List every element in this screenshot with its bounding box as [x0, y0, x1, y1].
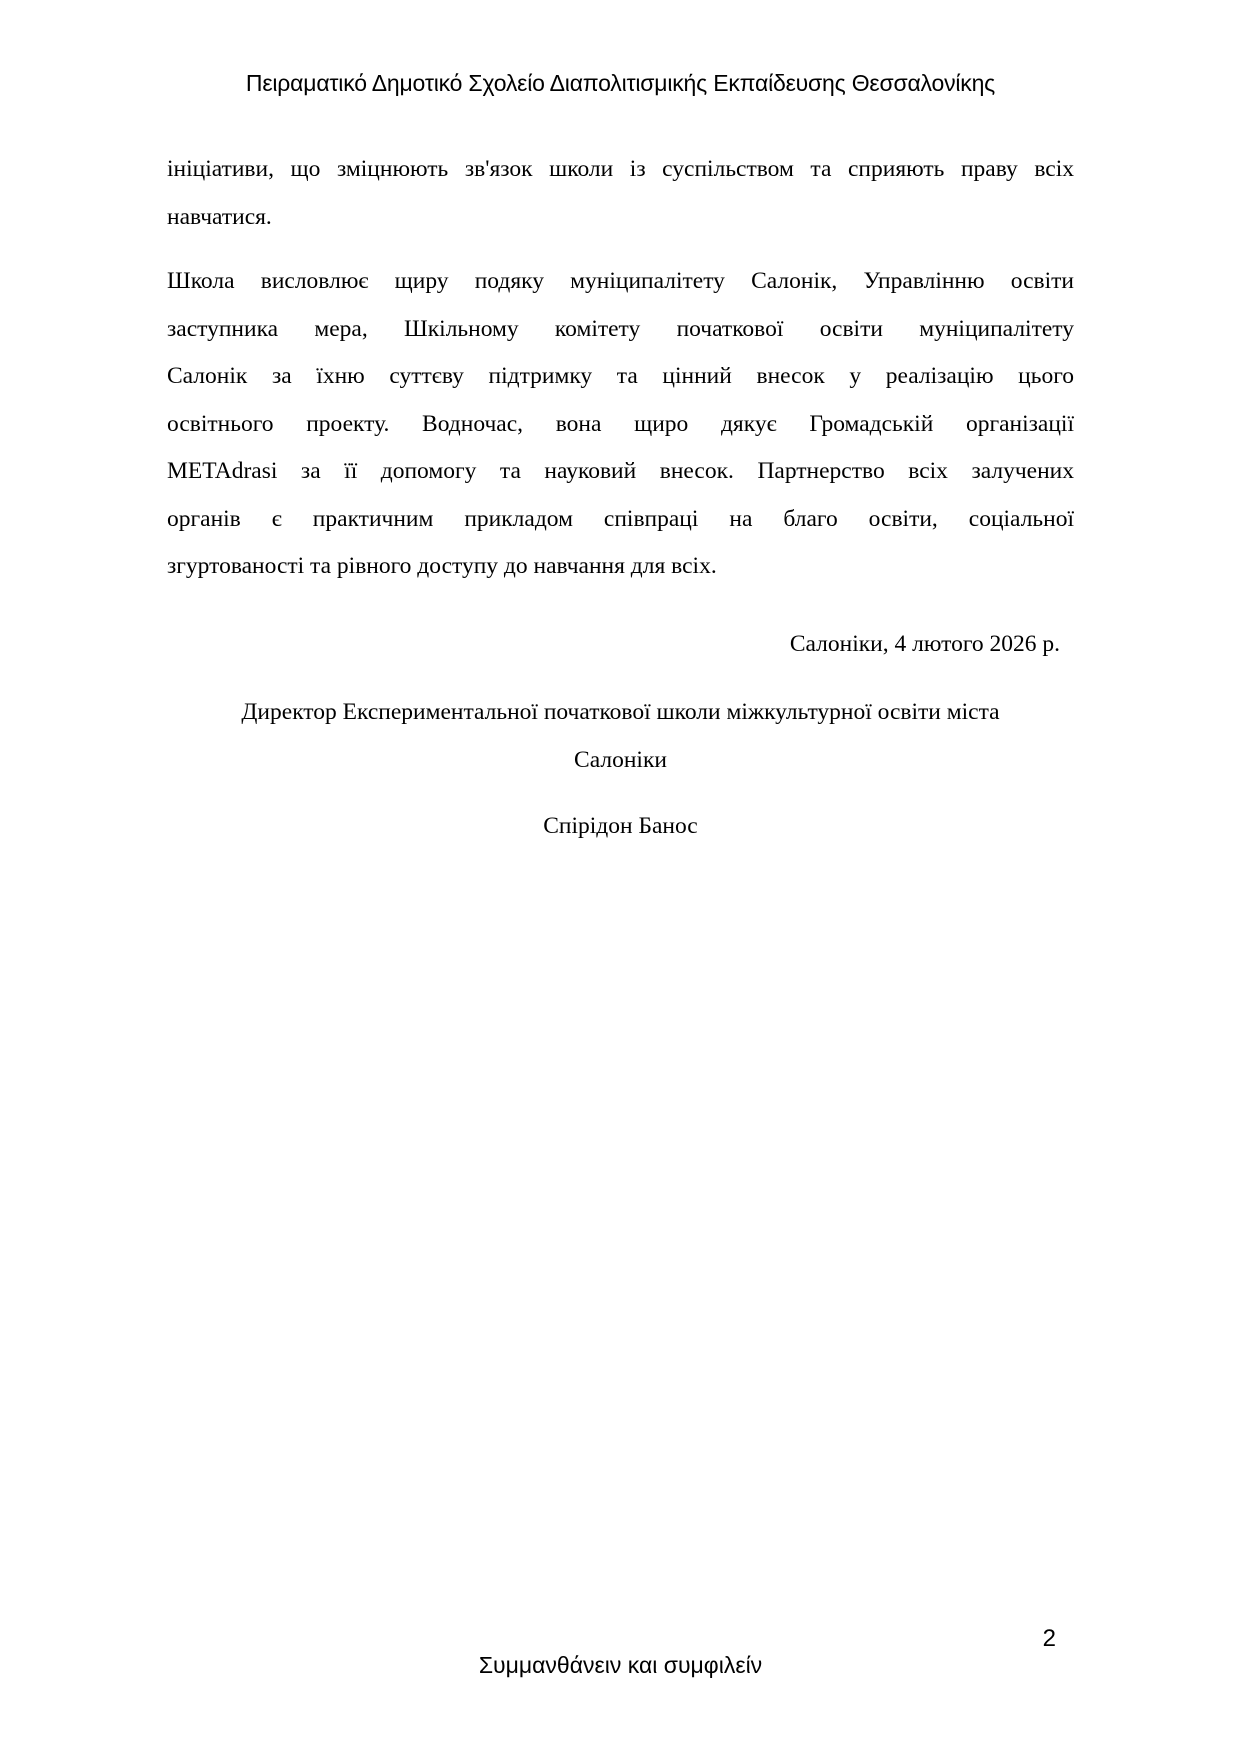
page-number: 2: [1042, 1625, 1056, 1652]
footer-motto: Συμμανθάνειν και συμφιλείν: [478, 1652, 763, 1678]
signature-title: [167, 689, 1074, 784]
body-paragraph-1: [167, 146, 1074, 241]
body-paragraph-2: [167, 258, 1074, 591]
paragraph-line: Салонік за їхню суттєву підтримку та цінний внесок у реалізацію цього: [167, 363, 1074, 389]
signature-name: Спірідон Банос: [543, 813, 698, 839]
paragraph-line: Школа висловлює щиру подяку муніципалітету Салонік, Управлінню освіти: [167, 268, 1074, 294]
document-header-school-name: Πειραματικό Δημοτικό Σχολείο Διαπολιτισμικής Εκπαίδευσης Θεσσαλονίκης: [245, 70, 996, 96]
paragraph-line: органів є практичним прикладом співпраці на благо освіти, соціальної: [167, 505, 1074, 532]
paragraph-line: заступника мера, Шкільному комітету початкової освіти муніципалітету: [167, 315, 1074, 342]
paragraph-line: METAdrasi за її допомогу та науковий внесок. Партнерство всіх залучених: [167, 458, 1074, 484]
paragraph-line: навчатися.: [167, 203, 272, 230]
paragraph-line: освітнього проекту. Водночас, вона щиро дякує Громадській організації: [167, 410, 1074, 437]
paragraph-line: згуртованості та рівного доступу до навчання для всіх.: [167, 553, 717, 579]
paragraph-line: ініціативи, що зміцнюють зв'язок школи із суспільством та сприяють праву всіх: [167, 156, 1074, 182]
date-place-line: Салоніки, 4 лютого 2026 р.: [789, 631, 1060, 657]
signature-title-line: Салоніки: [574, 746, 667, 773]
signature-title-line: Директор Експериментальної початкової школи міжкультурної освіти міста: [241, 699, 1000, 725]
